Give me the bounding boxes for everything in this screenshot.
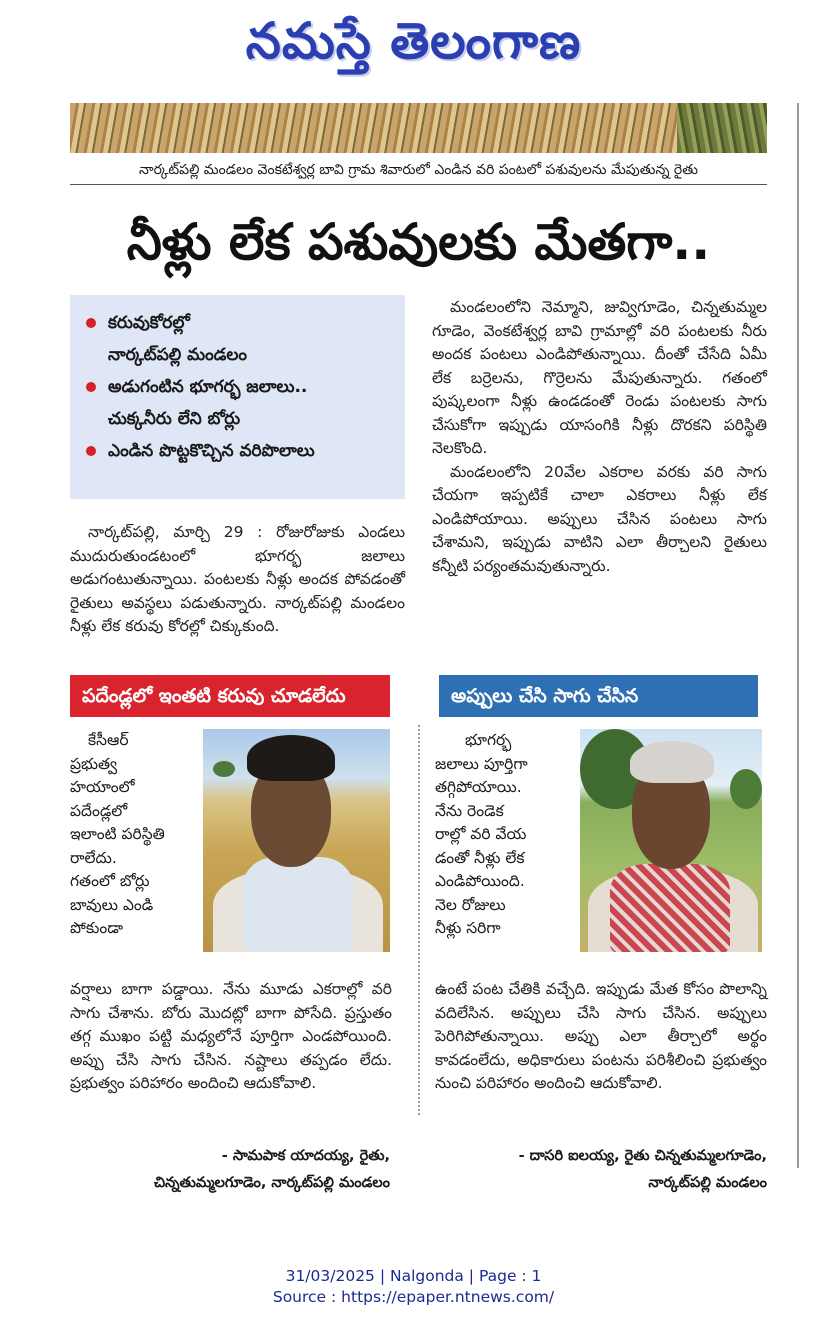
signoff-line: - దాసరి ఐలయ్య, రైతు చిన్నతుమ్మలగూడెం, (518, 1148, 767, 1164)
story-line: పోకుండా (70, 919, 124, 937)
bullet-icon (86, 446, 96, 456)
body-paragraph: మండలంలోని 20వేల ఎకరాల వరకు వరి సాగు చేయగా ఇప్పటికే చాలా ఎకరాలు నీళ్లు లేక ఎండిపోయాయి. అప్పులు చేసిన పంటలు సాగు చేశామని, ఇప్పుడు వాటిని ఎలా తీర్చాలని రైతులు కన్నీటి పర్యంతమవుతున్నారు. (432, 462, 767, 575)
story-left-signoff (70, 1143, 390, 1197)
story-line: కేసీఆర్ (88, 731, 129, 749)
page-footer (0, 1266, 827, 1308)
highlight-line: ఎండిన పొట్టకొచ్చిన వరిపొలాలు (108, 441, 315, 461)
story-right-signoff (435, 1143, 767, 1197)
highlights-box (70, 295, 405, 499)
highlight-line: చుక్కనీరు లేని బోర్లు (108, 409, 241, 429)
footer-date-line: 31/03/2025 | Nalgonda | Page : 1 (285, 1267, 542, 1285)
masthead (0, 0, 827, 95)
highlight-line: కరువుకోరల్లో (108, 313, 190, 333)
story-line: ఎండిపోయింది. (435, 872, 525, 890)
signoff-line: చిన్నతుమ్మలగూడెం, నార్కట్‌పల్లి మండలం (153, 1175, 390, 1191)
highlight-item (86, 307, 391, 371)
story-line: భూగర్భ (465, 731, 512, 749)
signoff-line: - సామపాక యాదయ్య, రైతు, (221, 1148, 390, 1164)
body-paragraph: మండలంలోని నెమ్మాని, జువ్విగూడెం, చిన్నతుమ్మల గూడెం, వెంకటేశ్వర్ల బావి గ్రామాల్లో వరి పంటలకు నీరు అందక పంటలు ఎండిపోతున్నాయి. దీంతో చేసేది ఏమీ లేక బర్రెలను, గొర్రెలను మేపుతున్నారు. గతంలో పుష్కలంగా నీళ్లు ఉండడంతో రెండు పంటలకు సాగు చేసుకోగా ఇప్పుడు యాసంగికి నీళ్లు దొరకని పరిస్థితి నెలకొంది. (432, 298, 767, 457)
story-line: నీళ్లు సరిగా (435, 919, 501, 937)
highlight-item (86, 371, 391, 435)
story-right-narrow (435, 729, 767, 941)
story-line: హయాంలో (70, 778, 135, 796)
story-line: జలాలు పూర్తిగా (435, 754, 528, 773)
story-line: రాల్లో వరి వేయ (435, 825, 527, 843)
highlight-line: అడుగంటిన భూగర్భ జలాలు.. (108, 377, 308, 397)
story-left-body: వర్షాలు బాగా పడ్డాయి. నేను మూడు ఎకరాల్లో వరి సాగు చేశాను. బోరు మొదట్లో బాగా పోసేది. ప్రస్తుతం తగ్గ ముఖం పట్టి మధ్యలోనే పూర్తిగా ఎండపోయింది. అప్పు చేసి సాగు చేసిన. నష్టాలు తప్పడం లేదు. ప్రభుత్వం పరిహారం అందించి ఆదుకోవాలి. (70, 980, 392, 1092)
bullet-icon (86, 318, 96, 328)
story-right-title: అప్పులు చేసి సాగు చేసిన (439, 675, 758, 717)
signoff-line: నార్కట్‌పల్లి మండలం (648, 1175, 767, 1191)
story-line: నేను రెండెక (435, 801, 504, 820)
story-line: తగ్గిపోయాయి. (435, 778, 522, 796)
highlight-line: నార్కట్‌పల్లి మండలం (108, 345, 248, 365)
column-divider (418, 725, 420, 1115)
photo-caption: నార్కట్‌పల్లి మండలం వెంకటేశ్వర్ల బావి గ్రామ శివారులో ఎండిన వరి పంటలో పశువులను మేపుతున్న రైతు (70, 156, 767, 185)
footer-source-line[interactable]: Source : https://epaper.ntnews.com/ (272, 1288, 555, 1306)
story-line: ఇలాంటి పరిస్థితి (70, 825, 165, 843)
story-line: ప్రభుత్వ (70, 754, 118, 773)
bullet-icon (86, 382, 96, 392)
story-line: రాలేదు. (70, 848, 117, 867)
right-column-body (432, 296, 767, 578)
article-headline: నీళ్లు లేక పశువులకు మేతగా.. (126, 213, 711, 271)
story-line: నెల రోజులు (435, 895, 506, 914)
story-right-body: ఉంటే పంట చేతికి వచ్చేది. ఇప్పుడు మేత కోసం పొలాన్ని వదిలేసిన. అప్పులు చేసి సాగు చేసిన. అప్పులు పెరిగిపోతున్నాయి. అప్పు ఎలా తీర్చాలో అర్థం కావడంలేదు, అధికారులు పంటను పరిశీలించి ప్రభుత్వం నుంచి పరిహారం అందించి ఆదుకోవాలి. (435, 980, 767, 1092)
story-left-title: పదేండ్లలో ఇంతటి కరువు చూడలేదు (70, 675, 390, 717)
intro-paragraph: నార్కట్‌పల్లి, మార్చి 29 : రోజురోజుకు ఎండలు ముదురుతుండటంలో భూగర్భ జలాలు అడుగంటుతున్నాయి. పంటలకు నీళ్లు అందక పోవడంతో రైతులు అవస్థలు పడుతున్నారు. నార్కట్‌పల్లి మండలం నీళ్లు లేక కరువు కోరల్లో చిక్కుకుంది. (70, 523, 405, 635)
page-edge-rule (797, 103, 799, 1168)
masthead-title: నమస్తే తెలంగాణ (245, 12, 582, 70)
highlight-item (86, 435, 391, 467)
story-line: డంతో నీళ్లు లేక (435, 848, 525, 867)
story-left-narrow (70, 729, 392, 941)
story-line: గతంలో బోర్లు (70, 872, 150, 890)
dry-paddy-field-photo (70, 103, 767, 153)
story-line: బావులు ఎండి (70, 895, 154, 914)
story-line: పదేండ్లలో (70, 801, 128, 820)
